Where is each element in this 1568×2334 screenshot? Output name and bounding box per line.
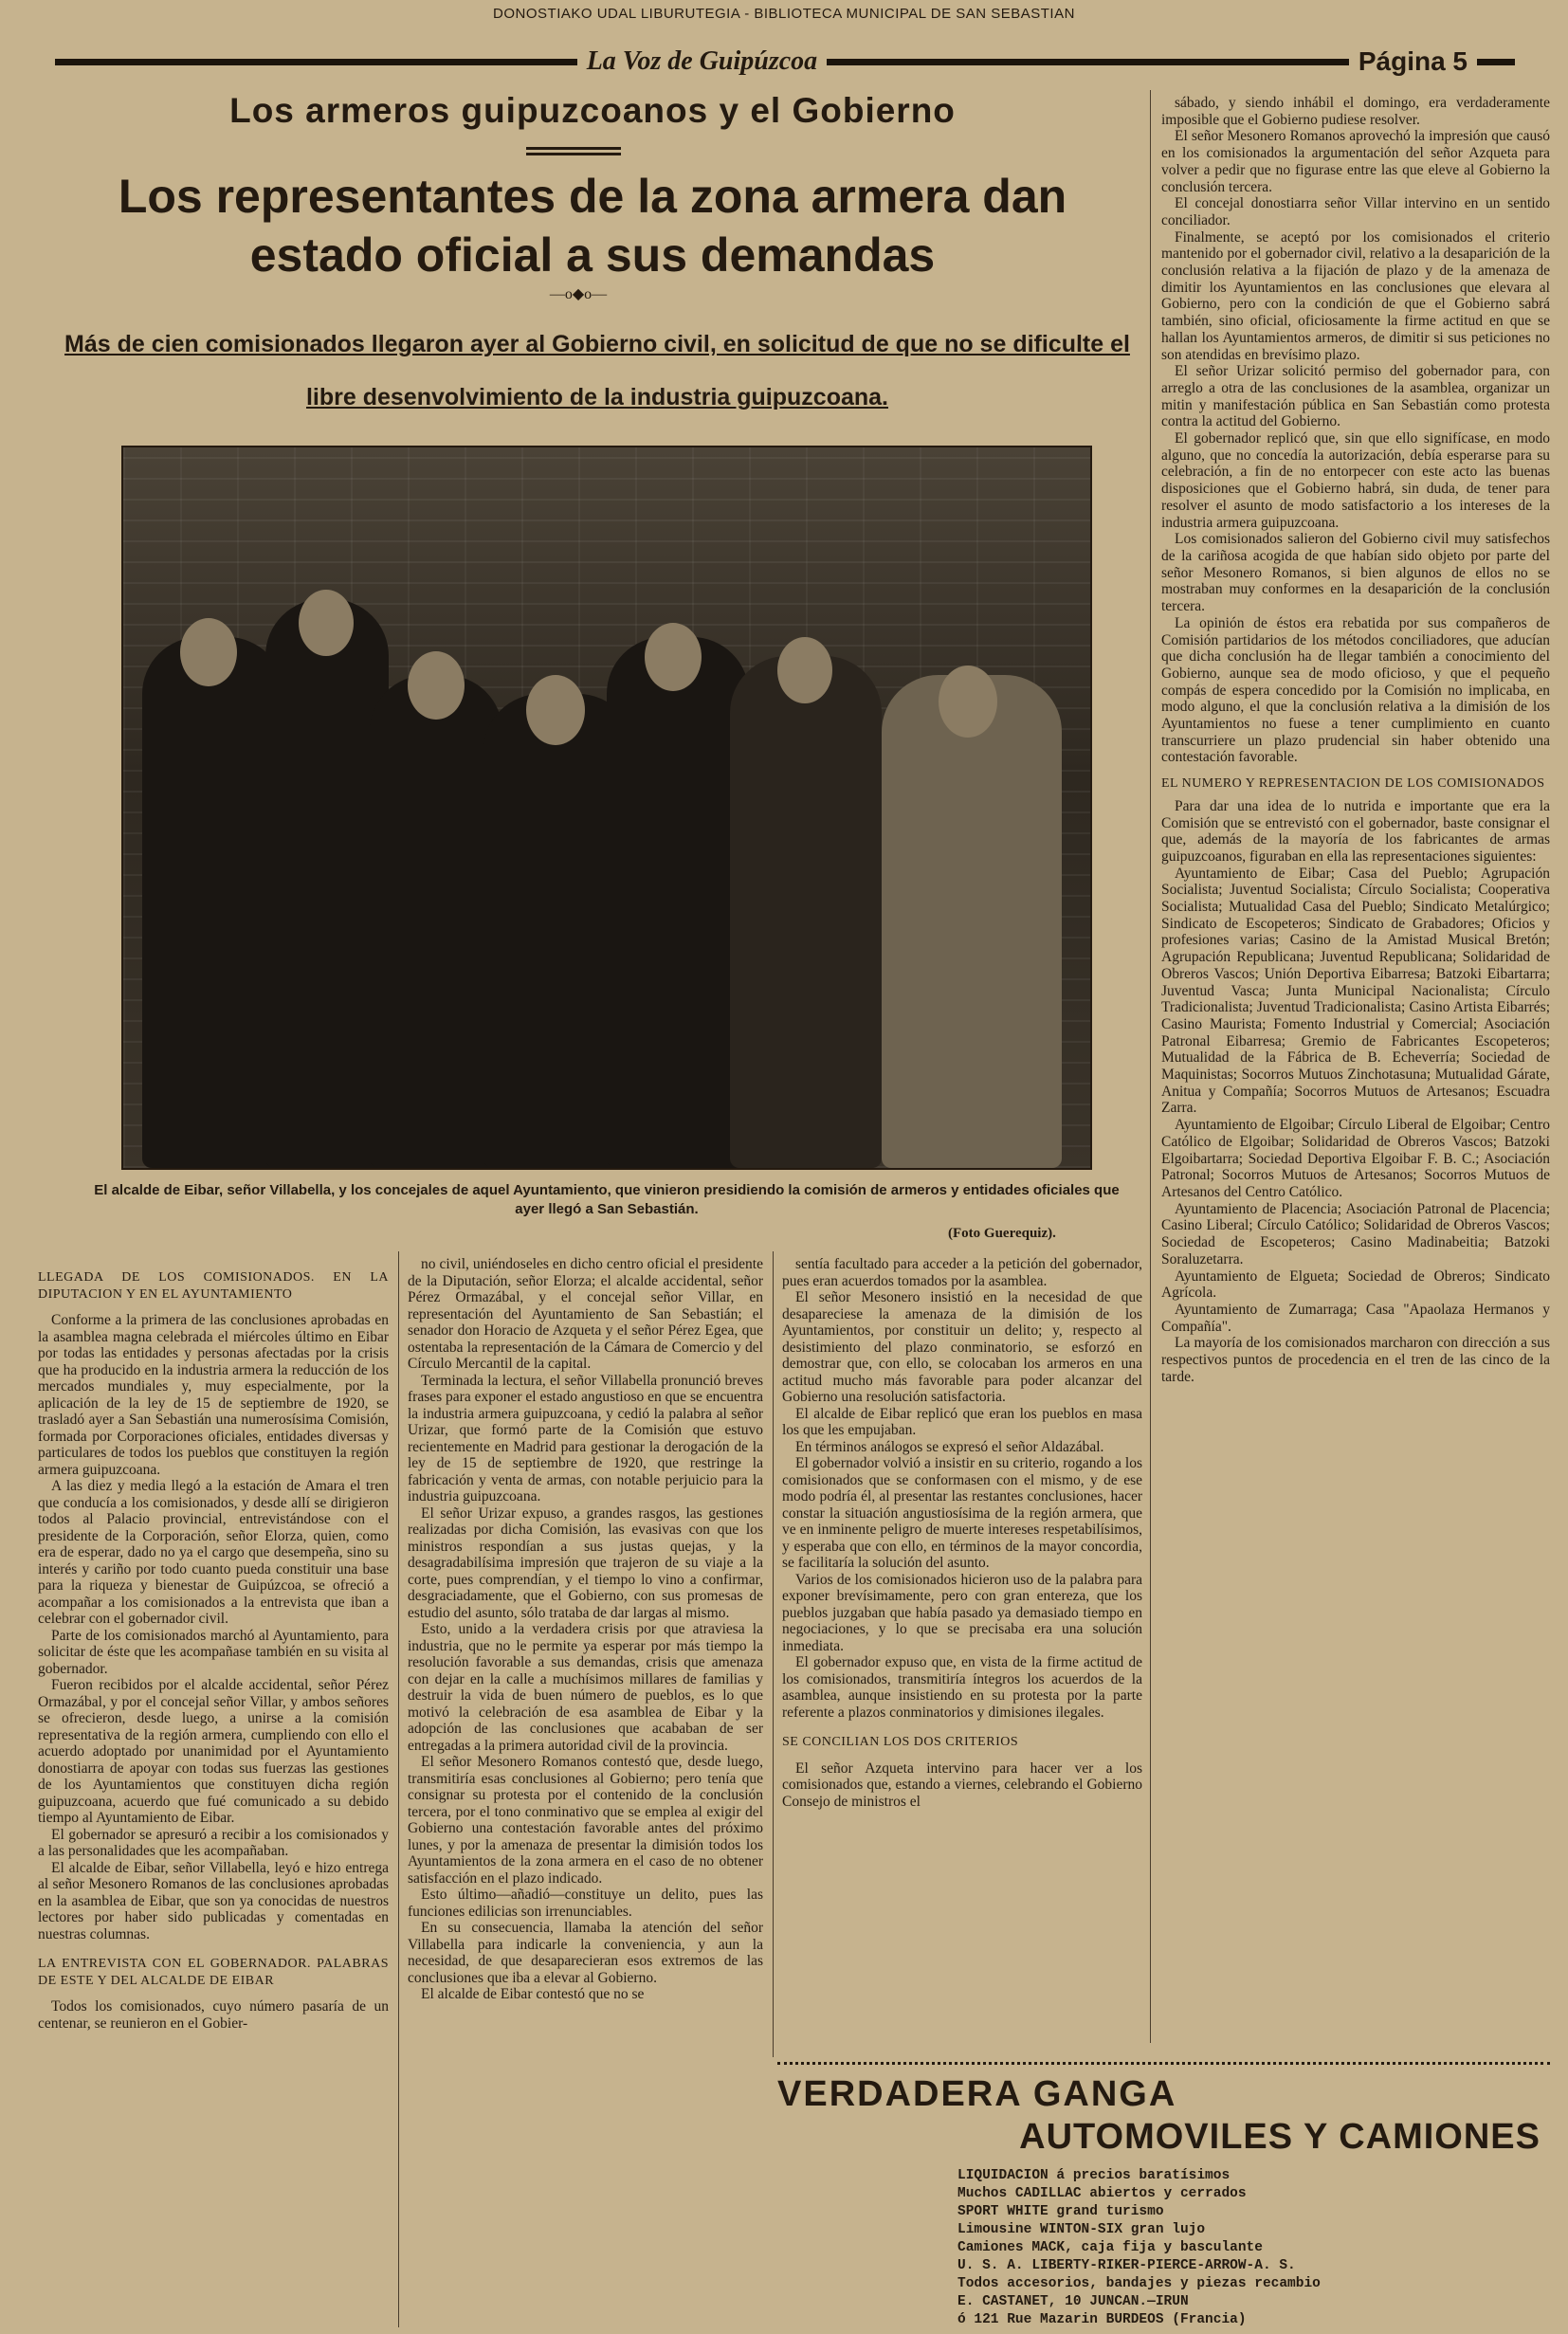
kicker-separator <box>526 147 621 150</box>
paragraph: Ayuntamiento de Zumarraga; Casa "Apaolaza Hermanos y Compañía". <box>1161 1301 1550 1335</box>
paragraph: El alcalde de Eibar replicó que eran los pueblos en masa los que les empujaban. <box>782 1405 1142 1438</box>
paragraph: El señor Mesonero insistió en la necesidad de que desapareciese la amenaza de la dimisión de los Ayuntamientos, por constituir un delito; y, respecto al desistimiento del plazo conminatorio, se esforzó en demostrar que, con ello, se colocaban los armeros en una actitud mucho más favorable para poder alcanzar del Gobierno una resolución satisfactoria. <box>782 1289 1142 1405</box>
paragraph: El gobernador expuso que, en vista de la firme actitud de los comisionados, transmitiría íntegros los acuerdos de la asamblea, aunque insistiendo en su protesta por la parte referente a plazos conminatorios y dimisiones ilegales. <box>782 1654 1142 1721</box>
ad-title: VERDADERA GANGA <box>777 2074 1177 2114</box>
section-subhead: EL NUMERO Y REPRESENTACION DE LOS COMISIONADOS <box>1161 776 1545 792</box>
ad-line: Todos accesorios, bandajes y piezas recambio <box>957 2276 1321 2291</box>
column-3 <box>782 1256 1142 1810</box>
paragraph: El señor Mesonero Romanos contestó que, desde luego, transmitiría esas conclusiones al Gobierno; pero tenía que consignar su protesta por el contenido de la conclusión tercera, por el tono conminativo que se emplea al exigir del Gobierno una contestación favorable antes del próximo lunes, y por la amenaza de presentar la dimisión todos los Ayuntamientos de la zona armera en el caso de no obtener satisfacción en el plazo indicado. <box>408 1754 763 1887</box>
paragraph: Ayuntamiento de Placencia; Asociación Patronal de Placencia; Casino Liberal; Círculo Católico; Solidaridad de Obreros Vascos; Sociedad de Escopeteros; Casino Madinabeitia; Batzoki Soraluzetarra. <box>1161 1200 1550 1267</box>
paragraph: Ayuntamiento de Elgueta; Sociedad de Obreros; Sindicato Agrícola. <box>1161 1267 1550 1302</box>
photo-face <box>777 637 832 703</box>
paragraph: Los comisionados salieron del Gobierno civil muy satisfechos de la cariñosa acogida de que habían sido objeto por parte del señor Mesonero Romanos, si bien algunos de ellos no se mostraban muy conformes en la desaparición de la conclusión tercera. <box>1161 531 1550 615</box>
photo-figure <box>882 675 1062 1168</box>
article-deck: Más de cien comisionados llegaron ayer al Gobierno civil, en solicitud de que no se dificulte el libre desenvolvimiento de la industria guipuzcoana. <box>64 331 1130 410</box>
paragraph: En términos análogos se expresó el señor Aldazábal. <box>795 1438 1104 1455</box>
paragraph: El señor Azqueta intervino para hacer ver a los comisionados que, estando a viernes, celebrando el Gobierno Consejo de ministros el <box>782 1760 1142 1810</box>
paragraph: Conforme a la primera de las conclusiones aprobadas en la asamblea magna celebrada el miércoles último en Eibar por todas las entidades y personas afectadas por la crisis que ha producido en la industria armera la reducción de los mercados mundiales y, muy especialmente, por la aplicación de la ley de 15 de septiembre de 1920, se trasladó ayer a San Sebastián una numerosísima Comisión, formada por Corporaciones oficiales, entidades diversas y particulares de todos los pueblos que constituyen la región armera guipuzcoana. <box>38 1312 389 1478</box>
ad-subtitle: AUTOMOVILES Y CAMIONES <box>1019 2117 1541 2157</box>
paragraph: Ayuntamiento de Eibar; Casa del Pueblo; Agrupación Socialista; Juventud Socialista; Círculo Socialista; Cooperativa Socialista; Mutualidad Casa del Pueblo; Sindicato Metalúrgico; Sindicato de Escopeteros; Sindicato de Grabadores; Oficios y profesiones varias; Casino de la Amistad Musical Bretón; Agrupación Republicana; Juventud Republicana; Solidaridad de Obreros Vascos; Unión Deportiva Eibarresa; Batzoki Eibartarra; Juventud Vasca; Junta Municipal Nacionalista; Círculo Tradicionalista; Juventud Tradicionalista; Casino Artista Eibarrés; Casino Maurista; Fomento Industrial y Comercial; Asociación Patronal Eibarresa; Gremio de Fabricantes Escopeteros; Mutualidad de la Fábrica de B. Echeverría; Sociedad de Maquinistas; Socorros Mutuos Zinchotasuna; Mutualidad Gárate, Anitua y Compañía; Socorros Mutuos de Artesanos; Escuadra Zarra. <box>1161 865 1550 1117</box>
masthead-rule-end <box>1477 59 1515 65</box>
paragraph: Para dar una idea de lo nutrida e importante que era la Comisión que se entrevistó con el gobernador, baste consignar el que, además de la mayoría de los fabricantes de armas guipuzcoanos, figuraban en ella las representaciones siguientes: <box>1161 797 1550 865</box>
column-1 <box>38 1256 389 2032</box>
column-2 <box>408 1256 763 2003</box>
ad-lines <box>957 2167 1550 2329</box>
paragraph: sábado, y siendo inhábil el domingo, era verdaderamente imposible que el Gobierno pudiese resolver. <box>1161 95 1550 128</box>
column-rule <box>1150 90 1151 2043</box>
photo-face <box>408 651 465 720</box>
photo-credit: (Foto Guerequiz). <box>948 1226 1056 1241</box>
photo-figure <box>730 656 882 1168</box>
section-subhead: LLEGADA DE LOS COMISIONADOS. EN LA DIPUTACION Y EN EL AYUNTAMIENTO <box>38 1270 389 1302</box>
article-headline: Los representantes de la zona armera dan estado oficial a sus demandas <box>118 170 1067 282</box>
paragraph: El señor Urizar solicitó permiso del gobernador para, con arreglo a otra de las conclusiones de la asamblea, organizar un mitin y manifestación pública en San Sebastián como protesta contra la actitud del Gobierno. <box>1161 363 1550 430</box>
paragraph: El gobernador volvió a insistir en su criterio, rogando a los comisionados que se conformasen con el mismo, y de ese modo podría él, al presentar las restantes conclusiones, hacer constar la situación angustiosísima de la región armera, que ve en inminente peligro de muerte intereses respetabilísimos, y esperaba que con ello, en términos de la mayor concordia, se facilitaría la solución del asunto. <box>782 1455 1142 1571</box>
kicker-separator-2 <box>526 153 621 155</box>
photo-face <box>645 623 702 691</box>
ad-line: U. S. A. LIBERTY-RIKER-PIERCE-ARROW-A. S. <box>957 2258 1296 2273</box>
newspaper-name: La Voz de Guipúzcoa <box>586 46 818 76</box>
paragraph: Ayuntamiento de Elgoibar; Círculo Liberal de Elgoibar; Centro Católico de Elgoibar; Solidaridad de Obreros Vascos; Batzoki Elgoibartarra; Sociedad Deportiva Elgoibar F. B. C.; Asociación Patronal; Socorros Mutuos de Artesanos; Socorros Mutuos de Artesanos del Centro Católico. <box>1161 1117 1550 1200</box>
paragraph: La opinión de éstos era rebatida por sus compañeros de Comisión partidarios de los métodos conciliadores, que aducían que dicha conclusión ha de llegar también a conocimiento del Gobierno, aunque sea de modo oficioso, y que el pequeño compás de espera concedido por la Comisión no implicaba, en modo alguno, el que la conclusión relativa a la dimisión de los Ayuntamientos no fuese a tener cumplimiento en cuanto transcurriere un plazo prudencial sin haber obtenido una contestación favorable. <box>1161 614 1550 766</box>
ad-line: E. CASTANET, 10 JUNCAN.—IRUN <box>957 2294 1189 2309</box>
page-number: Página 5 <box>1358 46 1468 76</box>
paragraph: La mayoría de los comisionados marcharon con dirección a sus respectivos puntos de procedencia en el tren de las cinco de la tarde. <box>1161 1335 1550 1385</box>
paragraph: El concejal donostiarra señor Villar intervino en un sentido conciliador. <box>1161 195 1550 228</box>
advertisement <box>777 2062 1550 2327</box>
paragraph: En su consecuencia, llamaba la atención del señor Villabella para indicarle la conveniencia, y aun la necesidad, de que desaparecieran esos extremos de las conclusiones que iba a elevar al Gobierno. <box>408 1920 763 1986</box>
masthead <box>55 46 1515 78</box>
photo-face <box>299 590 354 656</box>
paragraph: Parte de los comisionados marchó al Ayuntamiento, para solicitar de éste que les acompañase también en su visita al gobernador. <box>38 1627 389 1677</box>
photo-caption: El alcalde de Eibar, señor Villabella, y los concejales de aquel Ayuntamiento, que vinieron presidiendo la comisión de armeros y entidades oficiales que ayer llegó a San Sebastián. <box>94 1182 1120 1217</box>
paragraph: Esto, unido a la verdadera crisis por que atraviesa la industria, que no le permite ya esperar por más tiempo la resolución favorable a sus demandas, crisis que amenaza con dejar en la calle a muchísimos millares de familias y destruir la vida de buen número de pueblos, es lo que motivó la celebración de esa asamblea de Eibar y la adopción de las conclusiones que acababan de ser entregadas a la primera autoridad civil de la provincia. <box>408 1621 763 1754</box>
paragraph: Finalmente, se aceptó por los comisionados el criterio mantenido por el gobernador civil, relativo a la desaparición de la conclusión relativa a la fijación de plazo y de la amenaza de dimitir los Ayuntamientos en las conclusiones que elevara al Gobierno, pero con la condición de que el Gobierno sabrá también, sino oficial, oficiosamente la firme actitud en que se hallan los Ayuntamientos armeros, de dimitir si sus peticiones no son atendidas en brevísimo plazo. <box>1161 228 1550 363</box>
article-kicker: Los armeros guipuzcoanos y el Gobierno <box>229 91 956 130</box>
paragraph: Esto último—añadió—constituye un delito, pues las funciones edilicias son irrenunciables. <box>408 1887 763 1920</box>
ad-line: Limousine WINTON-SIX gran lujo <box>957 2222 1206 2237</box>
masthead-rule-right <box>827 59 1349 65</box>
paragraph: Todos los comisionados, cuyo número pasaría de un centenar, se reunieron en el Gobier- <box>38 1998 389 2032</box>
ad-line: Camiones MACK, caja fija y basculante <box>957 2240 1263 2255</box>
paragraph: El gobernador se apresuró a recibir a los comisionados y a las personalidades que les acompañaban. <box>38 1826 389 1859</box>
column-rule <box>398 1251 399 2327</box>
photo-face <box>939 666 997 738</box>
ornament-divider: —o◆o— <box>549 286 608 302</box>
ad-line: LIQUIDACION á precios baratísimos <box>957 2168 1231 2183</box>
photo-figure <box>607 637 749 1168</box>
photo-face <box>526 675 585 745</box>
paragraph: El alcalde de Eibar, señor Villabella, leyó e hizo entrega al señor Mesonero Romanos de las conclusiones aprobadas en la asamblea de Eibar, que son ya conocidas de nuestros lectores por haber sido publicadas y comentadas en nuestras columnas. <box>38 1859 389 1942</box>
ad-line: Muchos CADILLAC abiertos y cerrados <box>957 2186 1247 2201</box>
section-subhead: LA ENTREVISTA CON EL GOBERNADOR. PALABRAS DE ESTE Y DEL ALCALDE DE EIBAR <box>38 1957 389 1988</box>
photo-figure <box>370 675 502 1168</box>
section-subhead: SE CONCILIAN LOS DOS CRITERIOS <box>782 1735 1019 1749</box>
right-column <box>1161 95 1550 1385</box>
paragraph: El alcalde de Eibar contestó que no se <box>421 1986 645 2002</box>
ad-line: SPORT WHITE grand turismo <box>957 2204 1164 2219</box>
paragraph: Terminada la lectura, el señor Villabella pronunció breves frases para exponer el estado angustioso en que se encuentra la industria armera guipuzcoana, y cedió la palabra al señor Urizar, que formó parte de la Comisión que estuvo recientemente en Madrid para gestionar la derogación de la ley de 15 de septiembre de 1920, que restringe la fabricación y venta de armas, con notable perjuicio para la industria guipuzcoana. <box>408 1372 763 1504</box>
photo-face <box>180 618 237 686</box>
ad-border <box>777 2062 1550 2070</box>
paragraph: Fueron recibidos por el alcalde accidental, señor Pérez Ormazábal, y por el concejal señor Villar, y ambos señores se ofrecieron, desde luego, a unirse a la comisión representativa de la región armera, cumpliendo con ello el acuerdo adoptado por unanimidad por el Ayuntamiento donostiarra de apoyar con todas sus fuerzas las gestiones de los Ayuntamientos que constituyen dicha región guipuzcoana, acuerdo que fué comunicado a su debido tiempo al Ayuntamiento de Eibar. <box>38 1677 389 1826</box>
column-rule <box>773 1251 774 2057</box>
paragraph: El gobernador replicó que, sin que ello signifícase, en modo alguno, que no concedía la autorización, debía esperarse para su celebración, a fin de no entorpecer con este acto las buenas disposiciones que el Gobierno habrá, sin duda, de tener para resolver el asunto de modo satisfactorio a los intereses de la industria armera guipuzcoana. <box>1161 430 1550 531</box>
paragraph: sentía facultado para acceder a la petición del gobernador, pues eran acuerdos tomados por la asamblea. <box>782 1256 1142 1289</box>
archive-caption: DONOSTIAKO UDAL LIBURUTEGIA - BIBLIOTECA MUNICIPAL DE SAN SEBASTIAN <box>493 6 1075 22</box>
news-photo <box>121 446 1092 1170</box>
ad-line: ó 121 Rue Mazarin BURDEOS (Francia) <box>957 2312 1247 2327</box>
paragraph: no civil, uniéndoseles en dicho centro oficial el presidente de la Diputación, señor Elorza; el alcalde accidental, señor Pérez Ormazábal, y el concejal señor Villar, en representación del Ayuntamiento de San Sebastián; el senador don Horacio de Azqueta y el señor Pérez Egea, que ostentaba la representación de la Cámara de Comercio y del Círculo Mercantil de la capital. <box>408 1256 763 1372</box>
photo-figure <box>142 637 284 1168</box>
masthead-rule-left <box>55 59 577 65</box>
paragraph: El señor Mesonero Romanos aprovechó la impresión que causó en los comisionados la argumentación del señor Azqueta para volver a pedir que no figurase entre las que eleve al Gobierno la conclusión tercera. <box>1161 128 1550 195</box>
paragraph: A las diez y media llegó a la estación de Amara el tren que conducía a los comisionados, y desde allí se dirigieron todos al Palacio provincial, entrevistándose con el presidente de la Corporación, señor Elorza, quien, como era de esperar, dado no ya el cargo que desempeña, sino su interés y cariño por todo cuanto pueda constituir una base para la riqueza y bienestar de Guipúzcoa, se ofreció a acompañar a los comisionados a la entrevista que iban a celebrar con el gobernador civil. <box>38 1478 389 1627</box>
paragraph: El señor Urizar expuso, a grandes rasgos, las gestiones realizadas por dicha Comisión, las evasivas con que los ministros respondían a sus justas quejas, y la desagradabilísima impresión que trajeron de su viaje a la corte, pues comprendían, y el tiempo lo vino a confirmar, desgraciadamente, que el Gobierno, con sus promesas de estudio del asunto, sólo trataba de dar largas al mismo. <box>408 1504 763 1621</box>
paragraph: Varios de los comisionados hicieron uso de la palabra para exponer brevísimamente, pero con gran entereza, que los pueblos juzgaban que había pasado ya demasiado tiempo en negociaciones, y lo que se precisaba era una solución inmediata. <box>782 1571 1142 1654</box>
